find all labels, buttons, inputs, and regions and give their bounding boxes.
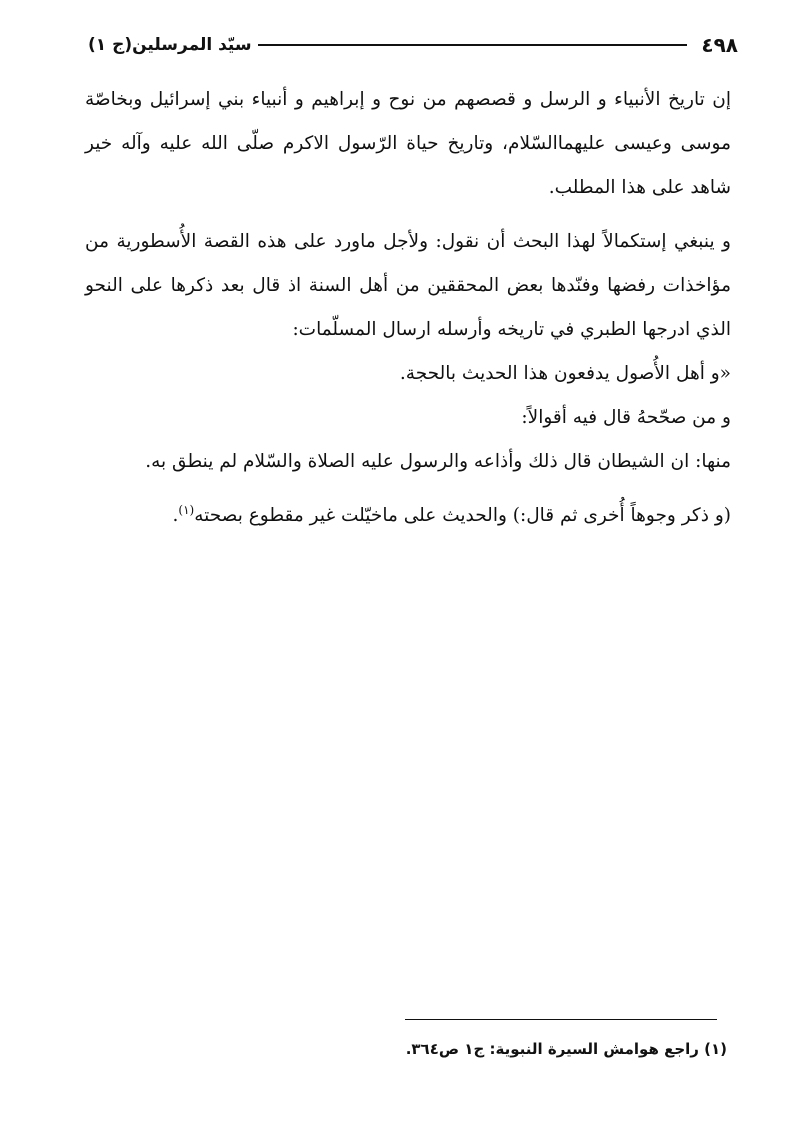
- paragraph-6-end: .: [172, 505, 179, 526]
- paragraph-gap: [85, 484, 731, 494]
- footnote: (١) راجع هوامش السيرة النبوية: ج١ ص٣٦٤.: [405, 1040, 727, 1058]
- book-title: سيّد المرسلين(ج ١): [88, 35, 252, 55]
- footnote-reference: (١): [178, 502, 195, 517]
- paragraph-4: و من صحّحهُ قال فيه أقوالاً:: [521, 407, 731, 428]
- running-head: [88, 30, 738, 60]
- paragraph-2: و ينبغي إستكمالاً لهذا البحث أن نقول: ولأجل ماورد على هذه القصة الأُسطورية من مؤاخذات رفضها وفنّدها بعض المحققين من أهل السنة اذ قال بعد ذكرها على النحو الذي ادرجها الطبري في تاريخه وأرسله ارسال المسلّمات:: [85, 231, 731, 340]
- paragraph-gap: [85, 210, 731, 220]
- header-rule: [258, 44, 688, 46]
- paragraph-3: «و أهل الأُصول يدفعون هذا الحديث بالحجة.: [399, 363, 731, 384]
- body-text: [85, 78, 731, 538]
- paragraph-6: [85, 494, 731, 538]
- paragraph-1: إن تاريخ الأنبياء و الرسل و قصصهم من نوح و إبراهيم و أنبياء بني إسرائيل وبخاصّة موسى وعيسى عليهماالسّلام، وتاريخ حياة الرّسول الاكرم صلّى الله عليه وآله خير شاهد على هذا المطلب.: [85, 89, 731, 198]
- footnote-rule: [405, 1019, 717, 1020]
- page-number: ٤٩٨: [701, 33, 738, 57]
- paragraph-5: منها: ان الشيطان قال ذلك وأذاعه والرسول عليه الصلاة والسّلام لم ينطق به.: [145, 451, 731, 472]
- paragraph-6-text: (و ذكر وجوهاً أُخرى ثم قال:) والحديث على ماخيّلت غير مقطوع بصحته: [194, 505, 731, 526]
